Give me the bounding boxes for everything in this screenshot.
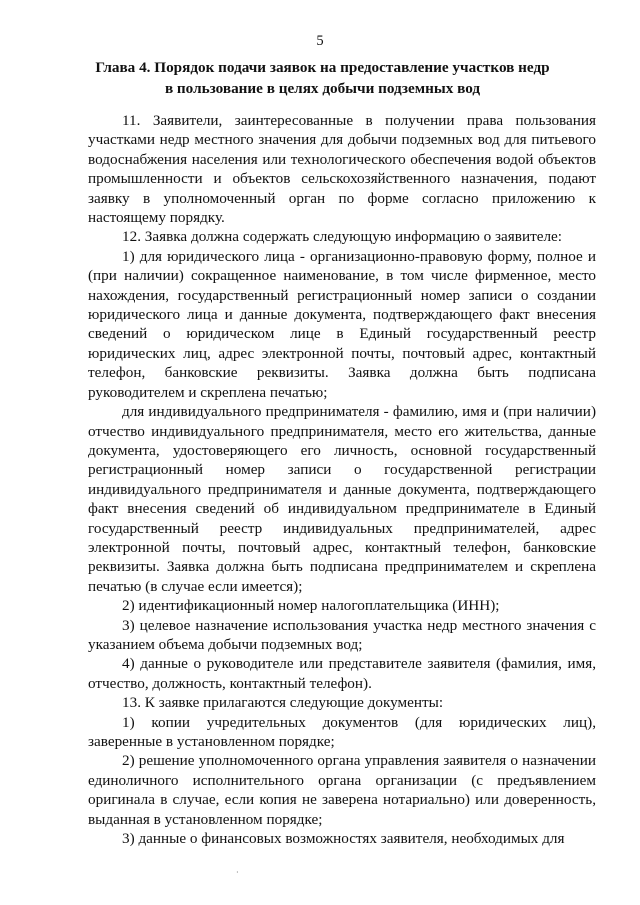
document-body (88, 111, 596, 848)
paragraph-12-item-3: 3) целевое назначение использования участка недр местного значения с указанием объема добычи подземных вод; (88, 616, 596, 653)
chapter-heading (70, 57, 575, 99)
page-number: 5 (316, 33, 324, 49)
paragraph-13-item-3: 3) данные о финансовых возможностях заявителя, необходимых для (122, 830, 565, 848)
paragraph-12-item-2: 2) идентификационный номер налогоплательщика (ИНН); (122, 597, 500, 615)
paragraph-13-item-1: 1) копии учредительных документов (для юридических лиц), заверенные в установленном порядке; (88, 713, 596, 750)
paragraph-12-item-1-legal-entity: 1) для юридического лица - организационно-правовую форму, полное и (при наличии) сокращенное наименование, в том числе фирменное, место нахождения, государственный регистрационный номер записи о создании юридического лица и данные документа, подтверждающего факт внесения сведений о юридическом лице в Единый государственный реестр юридических лиц, адрес электронной почты, почтовый адрес, контактный телефон, банковские реквизиты. Заявка должна быть подписана руководителем и скреплена печатью; (88, 247, 596, 401)
paragraph-12-item-1-entrepreneur: для индивидуального предпринимателя - фамилию, имя и (при наличии) отчество индивидуального предпринимателя, место его жительства, данные документа, удостоверяющего его личность, основной государственный регистрационный номер записи о государственной регистрации индивидуального предпринимателя и данные документа, подтверждающего факт внесения сведений об индивидуальном предпринимателе в Единый государственный реестр индивидуальных предпринимателей, адрес электронной почты, почтовый адрес, контактный телефон, банковские реквизиты. Заявка должна быть подписана предпринимателем и скреплена печатью (в случае если имеется); (88, 403, 596, 595)
paragraph-12-item-4: 4) данные о руководителе или представителе заявителя (фамилия, имя, отчество, должность, контактный телефон). (88, 655, 596, 692)
scan-speck: · (236, 868, 239, 877)
paragraph-11: 11. Заявители, заинтересованные в получении права пользования участками недр местного значения для добычи подземных вод для питьевого водоснабжения населения или технологического обеспечения водой объектов промышленности и объектов сельскохозяйственного назначения, подают заявку в уполномоченный орган по форме согласно приложению к настоящему порядку. (88, 112, 596, 227)
paragraph-12: 12. Заявка должна содержать следующую информацию о заявителе: (122, 228, 562, 246)
paragraph-13-item-2: 2) решение уполномоченного органа управления заявителя о назначении единоличного исполнительного органа организации (с предъявлением оригинала в случае, если копия не заверена нотариально) или доверенность, выданная в установленном порядке; (88, 752, 596, 828)
chapter-heading-line-2: в пользование в целях добычи подземных вод (164, 80, 481, 97)
paragraph-13: 13. К заявке прилагаются следующие документы: (122, 694, 444, 712)
chapter-heading-line-1: Глава 4. Порядок подачи заявок на предоставление участков недр (95, 59, 550, 76)
